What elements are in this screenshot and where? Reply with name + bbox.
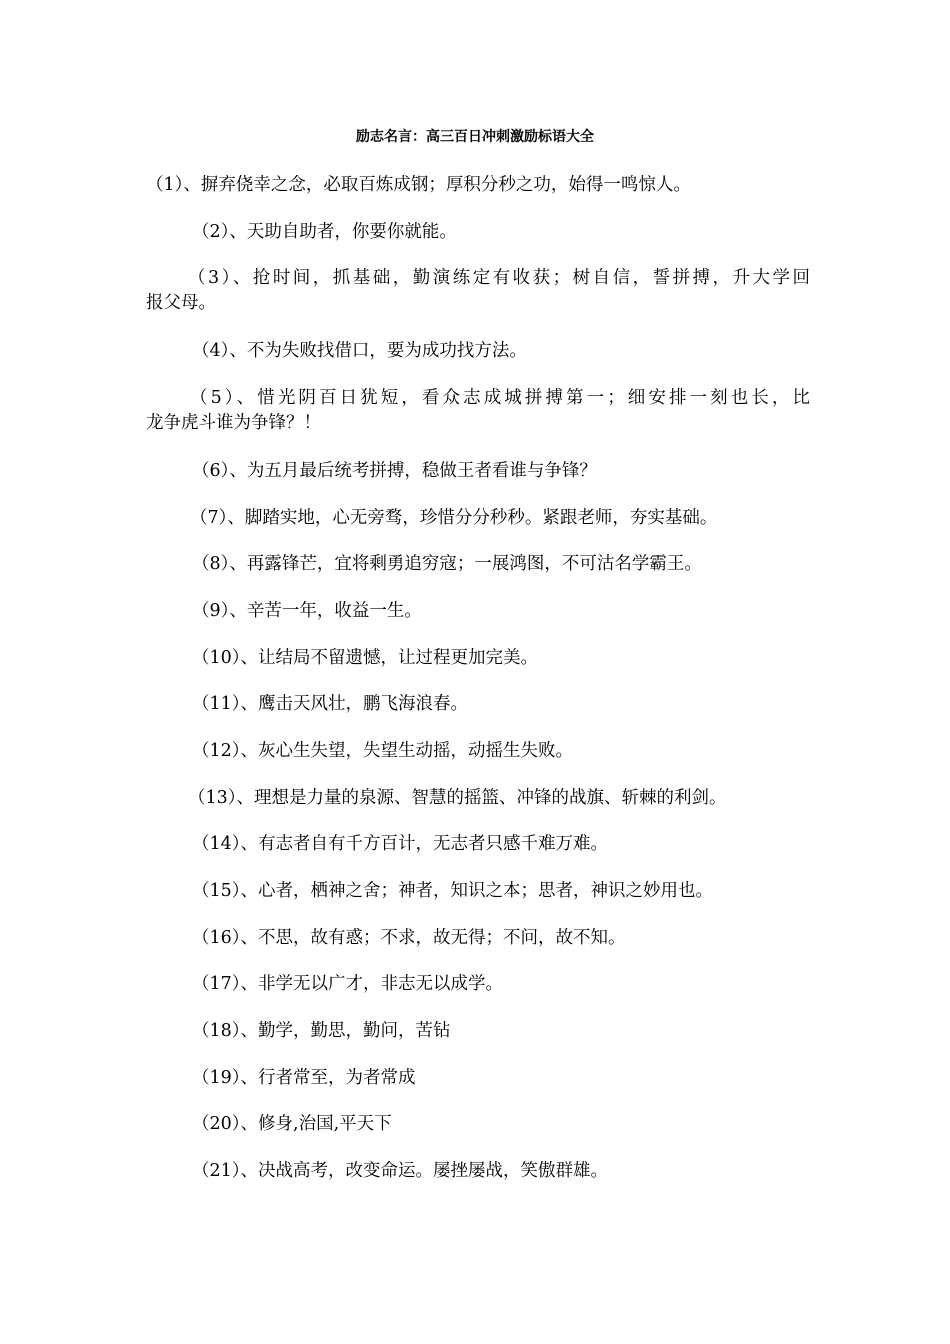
list-item: （14）、有志者自有千方百计，无志者只感千难万难。 — [192, 834, 609, 854]
list-item: （17）、非学无以广才，非志无以成学。 — [192, 974, 504, 994]
list-item: （8）、再露锋芒，宜将剩勇追穷寇；一展鸿图，不可沽名学霸王。 — [192, 554, 702, 574]
list-item: （15）、心者，栖神之舍；神者，知识之本；思者，神识之妙用也。 — [192, 881, 714, 901]
list-item: （12）、灰心生失望，失望生动摇，动摇生失败。 — [192, 741, 574, 761]
list-item: （19）、行者常至，为者常成 — [192, 1068, 416, 1088]
document-title: 励志名言：高三百日冲刺激励标语大全 — [356, 129, 594, 145]
list-item: （7）、脚踏实地，心无旁骛，珍惜分分秒秒。紧跟老师，夯实基础。 — [190, 508, 718, 528]
list-item — [146, 386, 810, 436]
list-item-line: （5）、惜光阴百日犹短，看众志成城拼搏第一；细安排一刻也长，比 — [190, 388, 810, 408]
list-item: （10）、让结局不留遗憾，让过程更加完美。 — [192, 648, 539, 668]
list-item: （18）、勤学，勤思，勤问，苦钻 — [192, 1021, 451, 1041]
list-item: （20）、修身,治国,平天下 — [192, 1114, 392, 1134]
list-item: （9）、辛苦一年，收益一生。 — [192, 601, 422, 621]
list-item: （2）、天助自助者，你要你就能。 — [192, 222, 457, 242]
list-item: （16）、不思，故有惑；不求，故无得；不问，故不知。 — [192, 928, 626, 948]
list-item: （13）、理想是力量的泉源、智慧的摇篮、冲锋的战旗、斩棘的利剑。 — [188, 788, 727, 808]
list-item: （11）、鹰击天风壮，鹏飞海浪春。 — [192, 694, 469, 714]
list-item-line: （3）、抢时间，抓基础，勤演练定有收获；树自信，誓拼搏，升大学回 — [188, 268, 810, 288]
list-item-line: 报父母。 — [146, 293, 216, 313]
list-item — [146, 266, 810, 316]
list-item: （21）、决战高考，改变命运。屡挫屡战，笑傲群雄。 — [192, 1161, 609, 1181]
list-item: （6）、为五月最后统考拼搏，稳做王者看谁与争锋？ — [192, 461, 597, 481]
list-item: （1）、摒弃侥幸之念，必取百炼成钢；厚积分秒之功，始得一鸣惊人。 — [146, 175, 691, 195]
list-item: （4）、不为失败找借口，要为成功找方法。 — [192, 341, 527, 361]
list-item-line: 龙争虎斗谁为争锋？！ — [146, 413, 321, 433]
